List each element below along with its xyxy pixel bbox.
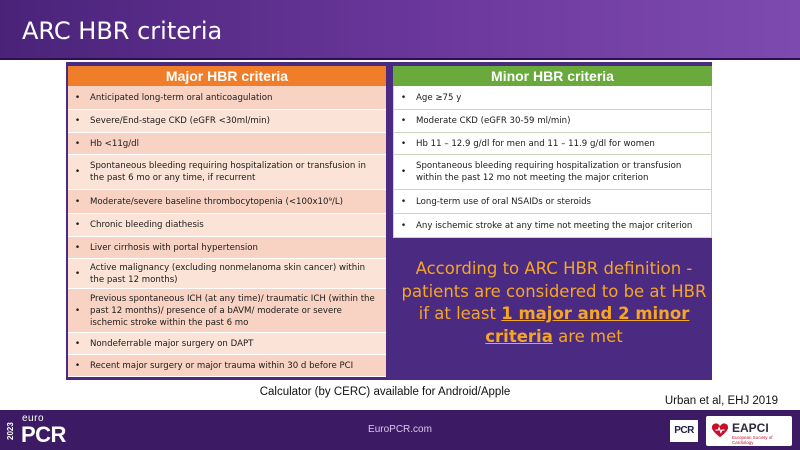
calculator-note: Calculator (by CERC) available for Android/Apple bbox=[259, 386, 511, 398]
title-bar bbox=[0, 0, 800, 60]
major-criteria-row bbox=[68, 86, 386, 110]
minor-criteria-text: Any ischemic stroke at any time not meeting the major criterion bbox=[416, 220, 693, 231]
bullet-point: • bbox=[74, 92, 81, 103]
minor-criteria-text: Age ≥75 y bbox=[416, 92, 462, 103]
major-criteria-text: Recent major surgery or major trauma within 30 d before PCI bbox=[90, 360, 354, 371]
major-criteria-row bbox=[68, 190, 386, 214]
bullet-point: • bbox=[400, 116, 407, 126]
minor-criteria-list bbox=[393, 86, 712, 238]
eapci-badge-logo bbox=[706, 416, 792, 446]
minor-criteria-text: Spontaneous bleeding requiring hospitalization or transfusion within the past 12 mo not meeting the major criterion bbox=[416, 161, 682, 183]
hbr-definition-callout bbox=[398, 258, 710, 356]
bullet-point: • bbox=[74, 196, 81, 207]
major-criteria-text: Moderate/severe baseline thrombocytopenia (<100x10⁹/L) bbox=[90, 196, 343, 207]
bullet-point: • bbox=[400, 220, 407, 231]
bullet-point: • bbox=[74, 220, 81, 230]
minor-criteria-row bbox=[393, 190, 712, 214]
bullet-point: • bbox=[74, 305, 81, 316]
minor-criteria-row bbox=[393, 214, 712, 238]
major-criteria-row bbox=[68, 110, 386, 133]
bullet-point: • bbox=[74, 360, 81, 371]
bullet-point: • bbox=[74, 268, 81, 279]
bullet-point: • bbox=[400, 138, 407, 149]
major-criteria-list bbox=[68, 86, 386, 377]
minor-criteria-text: Long-term use of oral NSAIDs or steroids bbox=[416, 196, 592, 207]
major-criteria-text: Anticipated long-term oral anticoagulation bbox=[90, 92, 273, 103]
major-criteria-text: Active malignancy (excluding nonmelanoma skin cancer) within the past 12 months) bbox=[90, 262, 366, 285]
minor-criteria-row bbox=[393, 155, 712, 190]
minor-criteria-header: Minor HBR criteria bbox=[393, 66, 712, 86]
minor-criteria-column bbox=[393, 66, 712, 238]
minor-criteria-row bbox=[393, 110, 712, 133]
major-criteria-row bbox=[68, 214, 386, 237]
major-criteria-text: Spontaneous bleeding requiring hospitalization or transfusion in the past 6 mo or any time, if recurrent bbox=[90, 161, 366, 183]
slide-title: ARC HBR criteria bbox=[22, 17, 223, 45]
minor-criteria-text: Moderate CKD (eGFR 30-59 ml/min) bbox=[416, 116, 571, 126]
minor-criteria-row bbox=[393, 86, 712, 110]
major-criteria-text: Hb <11g/dl bbox=[90, 138, 139, 149]
major-criteria-text: Liver cirrhosis with portal hypertension bbox=[90, 242, 258, 253]
logo-pcr-text: PCR bbox=[21, 422, 66, 447]
major-criteria-row bbox=[68, 355, 386, 377]
callout-emphasis: 1 major and 2 minor criteria bbox=[485, 304, 690, 346]
minor-criteria-row bbox=[393, 133, 712, 155]
major-criteria-text: Chronic bleeding diathesis bbox=[90, 220, 204, 230]
footer-bar bbox=[0, 410, 800, 450]
major-criteria-text: Nondeferrable major surgery on DAPT bbox=[90, 338, 254, 349]
major-criteria-text: Previous spontaneous ICH (at any time)/ traumatic ICH (within the past 12 months)/ presence of a bAVM/ moderate or severe ischemic stroke within the past 6 mo bbox=[90, 293, 375, 328]
bullet-point: • bbox=[74, 138, 81, 149]
bullet-point: • bbox=[400, 167, 407, 177]
major-criteria-text: Severe/End-stage CKD (eGFR <30ml/min) bbox=[90, 116, 270, 126]
major-criteria-row bbox=[68, 289, 386, 333]
logo-year: 2023 bbox=[6, 422, 15, 440]
citation-reference: Urban et al, EHJ 2019 bbox=[664, 395, 778, 407]
major-criteria-row bbox=[68, 333, 386, 355]
footer-site-link[interactable]: EuroPCR.com bbox=[368, 424, 432, 435]
major-criteria-header: Major HBR criteria bbox=[68, 66, 386, 86]
eapci-badge-name: EAPCI bbox=[732, 421, 769, 435]
major-criteria-row bbox=[68, 155, 386, 190]
major-criteria-row bbox=[68, 133, 386, 155]
eapci-badge-subtitle: European Society of Cardiology bbox=[732, 435, 773, 445]
bullet-point: • bbox=[74, 338, 81, 349]
pcr-badge-logo: PCR bbox=[670, 420, 698, 442]
logo-euro-text: euro bbox=[22, 413, 45, 424]
heart-icon bbox=[711, 422, 729, 440]
minor-criteria-text: Hb 11 – 12.9 g/dl for men and 11 – 11.9 g/dl for women bbox=[416, 138, 655, 149]
bullet-point: • bbox=[74, 116, 81, 126]
bullet-point: • bbox=[74, 167, 81, 177]
callout-text-after: are met bbox=[552, 326, 623, 346]
major-criteria-row bbox=[68, 259, 386, 289]
major-criteria-row bbox=[68, 237, 386, 259]
major-criteria-column bbox=[68, 66, 386, 377]
bullet-point: • bbox=[400, 92, 407, 103]
bullet-point: • bbox=[400, 196, 407, 207]
callout-text-before: According to ARC HBR definition - patients are considered to be at HBR if at least bbox=[401, 259, 707, 323]
bullet-point: • bbox=[74, 242, 81, 253]
